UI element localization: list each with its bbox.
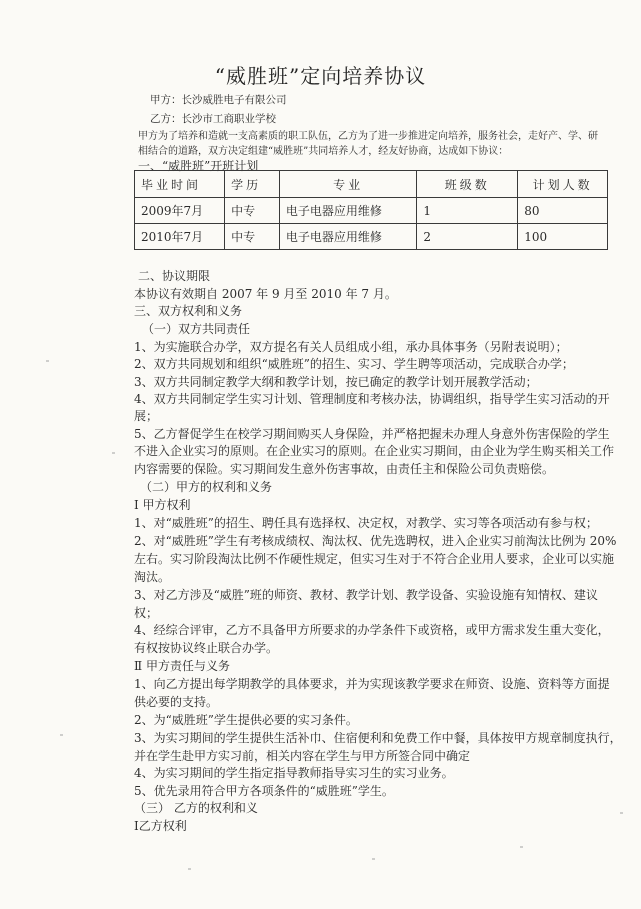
cell-class-count: 2 <box>417 224 518 250</box>
body-line: （二）甲方的权利和义务 <box>140 480 273 494</box>
header-graduation-time: 毕业时间 <box>135 171 225 198</box>
header-planned-count: 计划人数 <box>518 171 608 198</box>
body-line: 展； <box>134 409 159 423</box>
body-line: 5、优先录用符合甲方各项条件的“威胜班”学生。 <box>134 784 394 798</box>
cell-major: 电子电器应用维修 <box>279 224 417 250</box>
body-line: 4、双方共同制定学生实习计划、管理制度和考核办法，协调组织，指导学生实习活动的开 <box>134 392 610 406</box>
body-line: 3、为实习期间的学生提供生活补巾、住宿便利和免费工作中餐，具体按甲方规章制度执行， <box>134 731 622 745</box>
body-line: （一）双方共同责任 <box>142 322 251 336</box>
scan-speck <box>372 858 375 860</box>
body-line: 本协议有效期自 2007 年 9 月至 2010 年 7 月。 <box>134 287 397 301</box>
scan-speck <box>112 452 115 454</box>
body-line: 3、双方共同制定教学大纲和教学计划，按已确定的教学计划开展教学活动； <box>134 375 538 389</box>
intro-line-2: 相结合的道路，双方决定组建“威胜班”共同培养人才，经友好协商，达成如下协议： <box>138 146 509 157</box>
body-line: 2、双方共同规划和组织“威胜班”的招生、实习、学生聘等项活动，完成联合办学； <box>134 357 574 371</box>
body-line: 4、为实习期间的学生指定指导教师指导实习生的实习业务。 <box>134 766 454 780</box>
section-heading-plan: 一、“威胜班”开班计划 <box>138 159 259 173</box>
party-b: 乙方：长沙市工商职业学校 <box>150 113 276 125</box>
body-line: 内容需要的保险。实习期间发生意外伤害事故，由责任主和保险公司负责赔偿。 <box>134 462 555 476</box>
intro-line-1: 甲方为了培养和造就一支高素质的职工队伍，乙方为了进一步推进定向培养，服务社会，走好产、学、研 <box>138 131 598 142</box>
body-line: 三、双方权利和义务 <box>134 304 243 318</box>
body-line: 1、向乙方提出每学期教学的具体要求，并为实现该教学要求在师资、设施、资料等方面提 <box>134 677 610 691</box>
header-major: 专业 <box>279 171 417 198</box>
cell-education: 中专 <box>225 198 280 224</box>
body-line: 左右。实习阶段淘汰比例不作硬性规定，但实习生对于不符合企业用人要求，企业可以实施 <box>134 552 615 566</box>
header-class-count: 班级数 <box>417 171 518 198</box>
body-line: 5、乙方督促学生在校学习期间购买人身保险，并严格把握未办理人身意外伤害保险的学生 <box>134 427 610 441</box>
body-line: Ⅰ乙方权利 <box>134 819 187 833</box>
body-line: 权； <box>134 606 159 620</box>
body-line: 有权按协议终止联合办学。 <box>134 641 279 655</box>
body-line: 2、对“威胜班”学生有考核成绩权、淘汰权、优先选聘权，进入企业实习前淘汰比例为 20% <box>134 534 617 548</box>
body-line: 供必要的支持。 <box>134 695 219 709</box>
table-header-row <box>135 171 608 198</box>
body-line: 1、对“威胜班”的招生、聘任具有选择权、决定权，对教学、实习等各项活动有参与权； <box>134 516 598 530</box>
body-line: Ⅱ 甲方责任与义务 <box>134 659 230 673</box>
party-a: 甲方：长沙威胜电子有限公司 <box>150 94 287 106</box>
body-line: 2、为“威胜班”学生提供必要的实习条件。 <box>134 713 358 727</box>
scan-speck <box>60 734 63 736</box>
body-line: 不进入企业实习的原则。在企业实习的原则。在企业实习期间，由企业为学生购买相关工作 <box>134 444 615 458</box>
table-row <box>135 224 608 250</box>
cell-graduation-time: 2009年7月 <box>135 198 225 224</box>
scan-speck <box>46 360 49 362</box>
scan-speck <box>620 812 623 814</box>
class-plan-table <box>134 170 608 250</box>
body-line: 3、对乙方涉及“威胜”班的师资、教材、教学计划、教学设备、实验设施有知情权、建议 <box>134 588 598 602</box>
body-line: 并在学生赴甲方实习前，相关内容在学生与甲方所签合同中确定 <box>134 749 471 763</box>
cell-graduation-time: 2010年7月 <box>135 224 225 250</box>
cell-education: 中专 <box>225 224 280 250</box>
document-title: “威胜班”定向培养协议 <box>214 64 427 88</box>
cell-class-count: 1 <box>417 198 518 224</box>
scan-speck <box>188 868 191 870</box>
body-line: 淘汰。 <box>134 570 171 584</box>
scan-speck <box>520 846 523 848</box>
body-line: （三） 乙方的权利和义 <box>134 801 258 815</box>
header-education: 学历 <box>225 171 280 198</box>
body-line: 二、协议期限 <box>138 269 211 283</box>
cell-major: 电子电器应用维修 <box>279 198 417 224</box>
cell-planned-count: 100 <box>518 224 608 250</box>
body-line: 4、经综合评审，乙方不具备甲方所要求的办学条件下或资格，或甲方需求发生重大变化， <box>134 623 610 637</box>
body-line: Ⅰ 甲方权利 <box>134 498 191 512</box>
table-row <box>135 198 608 224</box>
cell-planned-count: 80 <box>518 198 608 224</box>
body-line: 1、为实施联合办学，双方提名有关人员组成小组，承办具体事务（另附表说明）； <box>134 340 568 354</box>
